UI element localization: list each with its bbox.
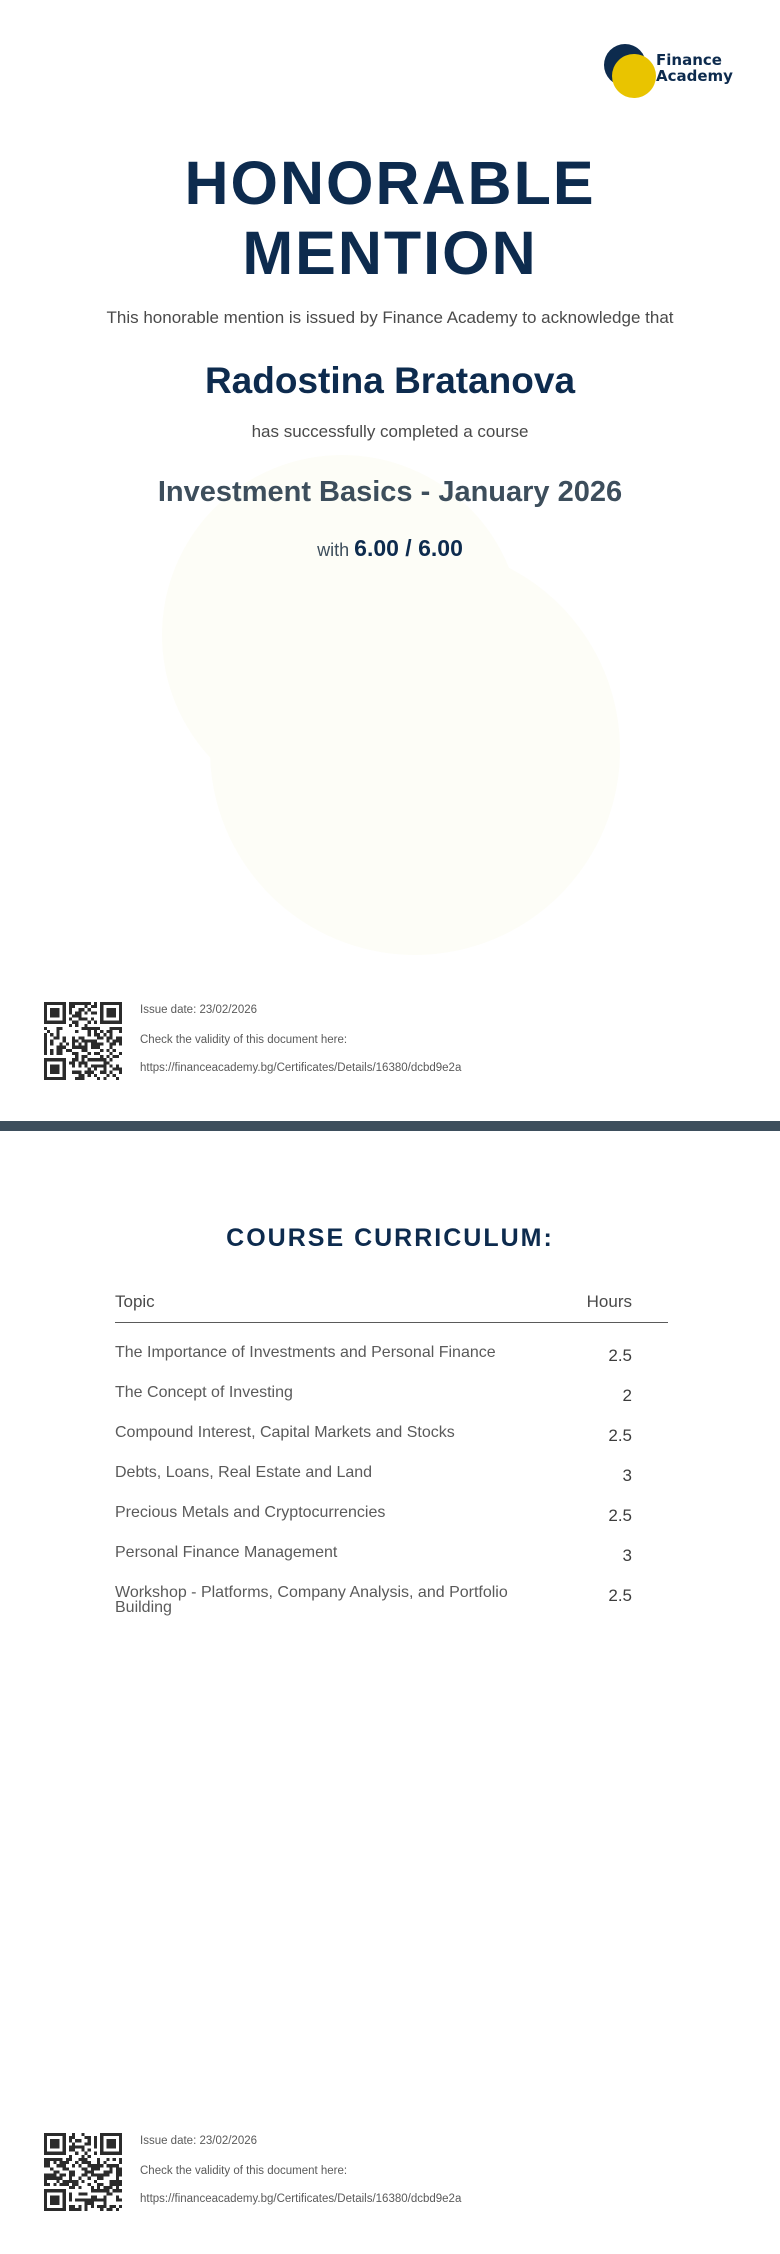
topic-cell: Debts, Loans, Real Estate and Land [115, 1464, 373, 1481]
topic-cell: Workshop - Platforms, Company Analysis, and Portfolio Building [115, 1584, 508, 1616]
issue-date: Issue date: 23/02/2026 [140, 1004, 258, 1016]
topic-cell: Compound Interest, Capital Markets and Stocks [115, 1424, 455, 1441]
certificate-intro: This honorable mention is issued by Finance Academy to acknowledge that [106, 308, 674, 327]
logo-line-1: Finance [656, 51, 722, 69]
qr-code-icon [44, 2133, 122, 2211]
topic-cell: Personal Finance Management [115, 1544, 338, 1561]
topic-cell: The Importance of Investments and Personal Finance [115, 1344, 496, 1361]
hours-cell: 2.5 [608, 1586, 632, 1605]
certificate-page [0, 0, 780, 1120]
hours-cell: 2.5 [608, 1506, 632, 1525]
topic-cell: Precious Metals and Cryptocurrencies [115, 1504, 386, 1521]
issue-date: Issue date: 23/02/2026 [140, 2135, 258, 2147]
curriculum-footer [44, 2133, 604, 2213]
qr-code-icon [44, 1002, 122, 1080]
topic-cell: The Concept of Investing [115, 1384, 293, 1401]
finance-academy-logo [602, 42, 742, 100]
hours-cell: 2.5 [608, 1426, 632, 1445]
hours-cell: 3 [622, 1546, 632, 1565]
validation-url[interactable]: https://financeacademy.bg/Certificates/Details/16380/dcbd9e2a [140, 1062, 462, 1074]
curriculum-table-header [115, 1290, 668, 1323]
logo-yellow-circle-icon [612, 54, 656, 98]
table-row [115, 1539, 668, 1579]
table-row [115, 1579, 668, 1619]
column-header-hours: Hours [586, 1292, 632, 1311]
validity-text: Check the validity of this document here: [140, 1034, 348, 1046]
certificate-title-line-2: MENTION [242, 219, 538, 287]
table-row [115, 1339, 668, 1379]
completion-text: has successfully completed a course [251, 422, 529, 441]
logo-line-2: Academy [656, 67, 733, 85]
grade-value: 6.00 / 6.00 [354, 535, 463, 561]
logo-text [656, 52, 733, 84]
validation-url[interactable]: https://financeacademy.bg/Certificates/Details/16380/dcbd9e2a [140, 2193, 462, 2205]
course-name: Investment Basics - January 2026 [157, 476, 623, 508]
curriculum-table-body [115, 1323, 668, 1619]
table-row [115, 1379, 668, 1419]
certificate-title [0, 148, 780, 288]
hours-cell: 2 [622, 1386, 632, 1405]
table-row [115, 1499, 668, 1539]
recipient-name: Radostina Bratanova [204, 360, 576, 401]
validity-text: Check the validity of this document here: [140, 2165, 348, 2177]
column-header-topic: Topic [115, 1292, 155, 1311]
watermark-circle-bottom [210, 545, 620, 955]
hours-cell: 2.5 [608, 1346, 632, 1365]
curriculum-title: COURSE CURRICULUM: [226, 1224, 554, 1252]
grade-prefix: with [317, 540, 350, 560]
page-divider [0, 1121, 780, 1131]
hours-cell: 3 [622, 1466, 632, 1485]
certificate-title-line-1: HONORABLE [184, 149, 596, 217]
table-row [115, 1419, 668, 1459]
table-row [115, 1459, 668, 1499]
grade-line [0, 535, 780, 562]
certificate-footer [44, 1002, 604, 1082]
curriculum-table [115, 1290, 668, 1619]
